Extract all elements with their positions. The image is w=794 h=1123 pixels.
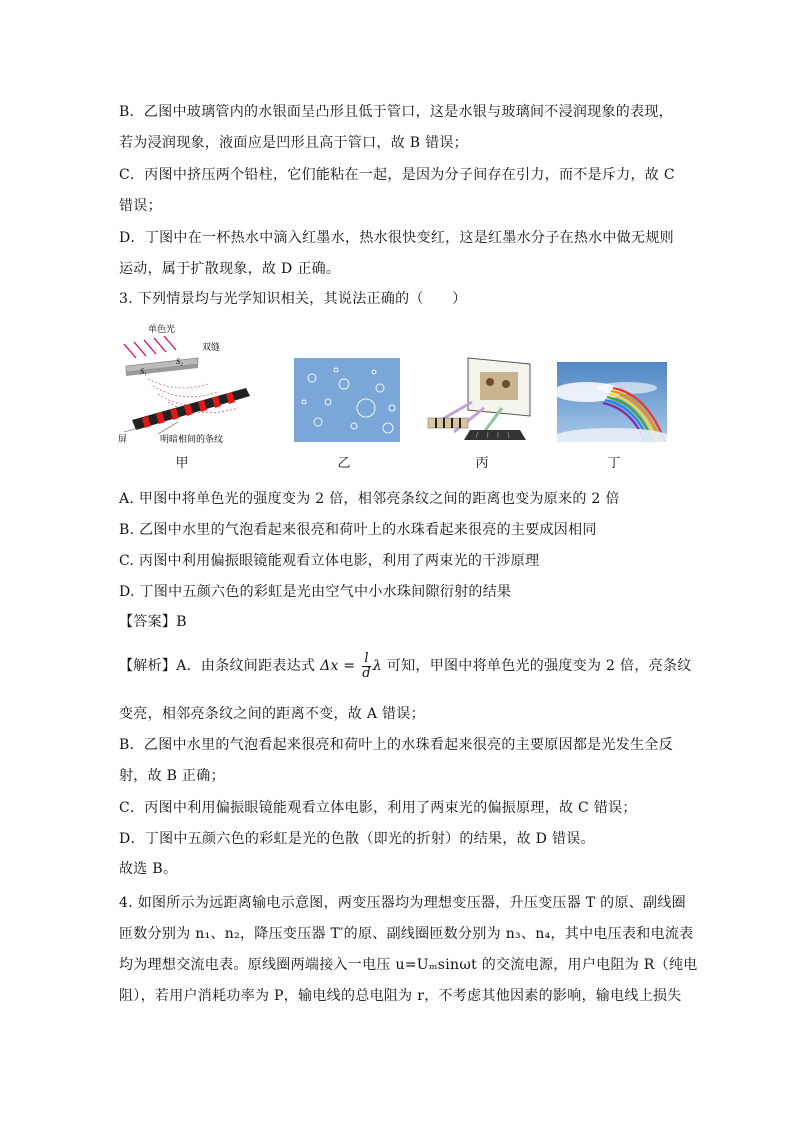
text-line: 故选 B。 bbox=[119, 861, 178, 877]
analysis-text: 【解析】A．由条纹间距表达式 bbox=[119, 658, 316, 674]
label-slit: 双缝 bbox=[202, 342, 221, 352]
label-s1: S₁ bbox=[140, 367, 147, 376]
analysis-line-1 bbox=[119, 646, 692, 686]
text-line: D．丁图中五颜六色的彩虹是光的色散（即光的折射）的结果，故 D 错误。 bbox=[119, 831, 595, 847]
caption-jia: 甲 bbox=[175, 456, 189, 471]
label-light: 单色光 bbox=[148, 324, 176, 334]
caption-bing: 丙 bbox=[475, 456, 489, 471]
question-4: 4. 如图所示为远距离输电示意图，两变压器均为理想变压器，升压变压器 T 的原、副线圈 bbox=[119, 895, 686, 911]
text-line: D．丁图中在一杯热水中滴入红墨水，热水很快变红，这是红墨水分子在热水中做无规则 bbox=[119, 230, 674, 246]
figure-jia bbox=[118, 324, 278, 452]
formula-numerator: l bbox=[362, 652, 371, 667]
figure-ding bbox=[557, 362, 667, 442]
formula-denominator: d bbox=[362, 665, 371, 681]
text-line: B．乙图中玻璃管内的水银面呈凸形且低于管口，这是水银与玻璃间不浸润现象的表现， bbox=[119, 104, 673, 120]
figure-bing bbox=[424, 352, 536, 444]
formula-suffix: λ bbox=[372, 658, 383, 674]
caption-yi: 乙 bbox=[337, 456, 351, 471]
caption-ding: 丁 bbox=[607, 456, 621, 471]
text-line: C．丙图中挤压两个铅柱，它们能粘在一起，是因为分子间存在引力，而不是斥力，故 C bbox=[119, 167, 675, 183]
text-line: 若为浸润现象，液面应是凹形且高于管口，故 B 错误； bbox=[119, 135, 468, 151]
option-c: C. 丙图中利用偏振眼镜能观看立体电影，利用了两束光的干涉原理 bbox=[119, 553, 540, 569]
option-a: A. 甲图中将单色光的强度变为 2 倍，相邻亮条纹之间的距离也变为原来的 2 倍 bbox=[119, 491, 620, 507]
answer: 【答案】B bbox=[119, 614, 187, 630]
label-screen: 屏 bbox=[118, 434, 128, 444]
text-line: 匝数分别为 n₁、n₂，降压变压器 T′的原、副线圈匝数分别为 n₃、n₄，其中电压表和电流表 bbox=[119, 926, 694, 942]
text-line: 均为理想交流电表。原线圈两端接入一电压 u=Uₘsinωt 的交流电源，用户电阻为 R（纯电 bbox=[119, 957, 698, 973]
formula-fraction bbox=[362, 652, 371, 681]
label-fringes: 明暗相间的条纹 bbox=[160, 434, 224, 444]
option-d: D. 丁图中五颜六色的彩虹是光由空气中小水珠间隙衍射的结果 bbox=[119, 584, 512, 600]
text-line: 运动，属于扩散现象，故 D 正确。 bbox=[119, 261, 341, 277]
text-line: 变亮，相邻亮条纹之间的距离不变，故 A 错误； bbox=[119, 706, 425, 722]
text-line: 阻），若用户消耗功率为 P，输电线的总电阻为 r，不考虑其他因素的影响，输电线上损失 bbox=[119, 988, 682, 1004]
option-b: B. 乙图中水里的气泡看起来很亮和荷叶上的水珠看起来很亮的主要成因相同 bbox=[119, 522, 597, 538]
formula-prefix: Δx = bbox=[320, 658, 356, 674]
question-3: 3. 下列情景均与光学知识相关，其说法正确的（ ） bbox=[119, 291, 467, 307]
label-s2: S₂ bbox=[176, 357, 183, 366]
text-line: C．丙图中利用偏振眼镜能观看立体电影，利用了两束光的偏振原理，故 C 错误； bbox=[119, 800, 637, 816]
formula bbox=[320, 650, 387, 681]
light-arrows-icon bbox=[124, 336, 176, 358]
text-line: 射，故 B 正确； bbox=[119, 768, 225, 784]
analysis-text: 可知，甲图中将单色光的强度变为 2 倍，亮条纹 bbox=[386, 658, 692, 674]
figure-yi bbox=[294, 358, 400, 442]
text-line: B．乙图中水里的气泡看起来很亮和荷叶上的水珠看起来很亮的主要原因都是光发生全反 bbox=[119, 737, 673, 753]
text-line: 错误； bbox=[119, 198, 162, 214]
